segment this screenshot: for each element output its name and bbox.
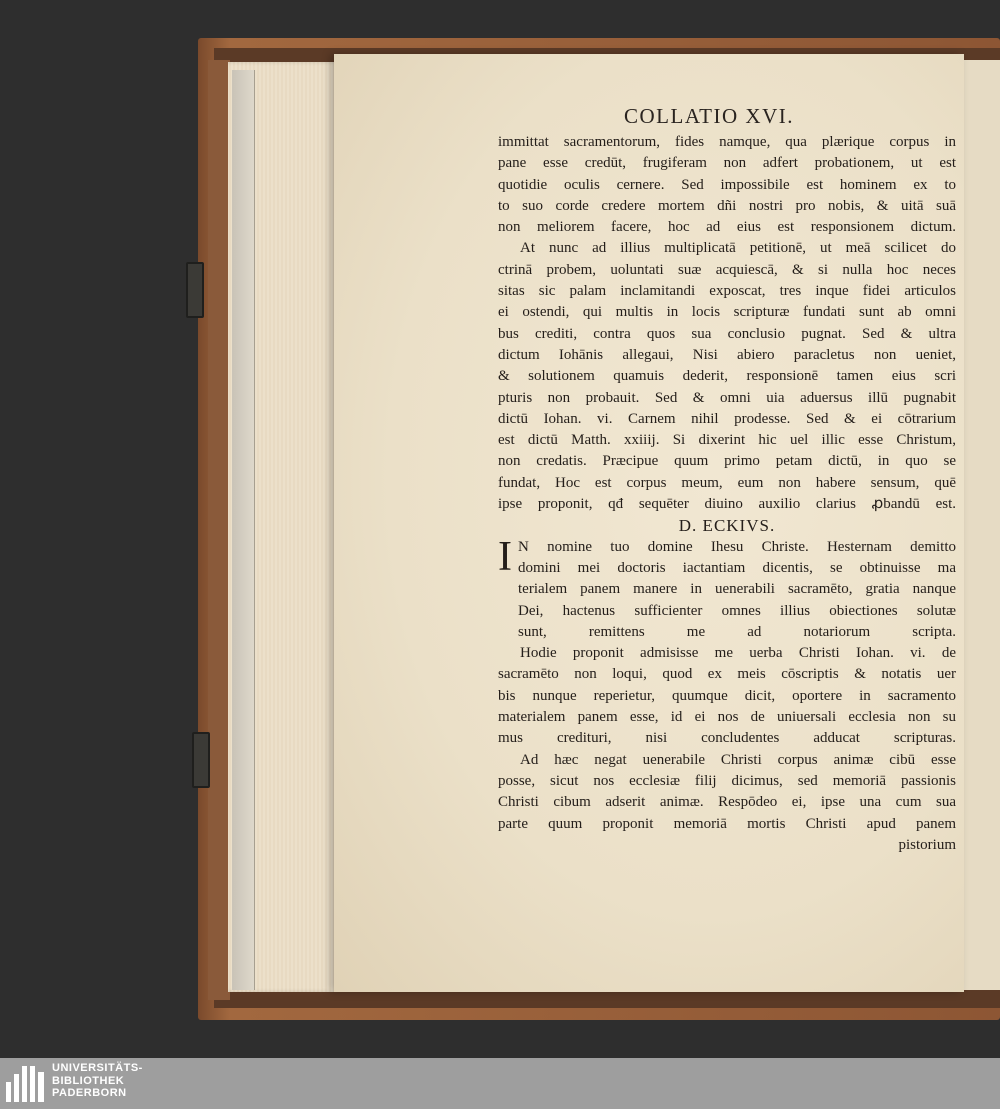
catchword: pistorium [898, 836, 956, 853]
text-line: domini mei doctoris iactantiam dicentis, se obtinuisse ma [518, 559, 956, 576]
library-name [52, 1062, 143, 1100]
text-line: immittat sacramentorum, fides namque, qua plærique corpus in [498, 134, 956, 150]
library-name-line1: UNIVERSITÄTS- [52, 1062, 143, 1074]
text-line: & solutionem quamuis dederit, responsionē tamen eius scri [498, 368, 956, 385]
text-line: parte quum proponit memoriā mortis Christi apud panem [498, 815, 956, 832]
paragraph-3 [498, 533, 956, 643]
library-logo-icon [6, 1066, 46, 1102]
text-line: ctrinā probem, uoluntati suæ acquiescā, & si nulla hoc neces [498, 261, 956, 278]
clasp-bottom [192, 732, 210, 788]
paragraph-5 [498, 750, 956, 835]
text-line: non meliorem facere, hoc ad eius est responsionem dictum. [498, 219, 956, 236]
text-line: posse, sicut nos ecclesiæ filij dicimus, sed memoriā passionis [498, 772, 956, 789]
text-line: materialem panem esse, id ei nos de uniuersali ecclesia non su [498, 709, 956, 726]
spine-edge [208, 60, 230, 1000]
text-line: fundat, Hoc est corpus meum, eum non habere sensum, quē [498, 474, 956, 491]
text-line: est dictū Matth. xxiiij. Si dixerint hic uel illic esse Christum, [498, 432, 956, 449]
text-line: dictū Iohan. vi. Carnem nihil prodesse. Sed & ei cōtrarium [498, 410, 956, 427]
guard-strip [232, 70, 255, 990]
text-line: to suo corde credere mortem dñi nostri pro nobis, & uitā suā [498, 197, 956, 214]
text-line: dictum Iohānis allegaui, Nisi abiero paracletus non ueniet, [498, 346, 956, 363]
text-line: quotidie oculis cernere. Sed impossibile est hominem ex to [498, 176, 956, 193]
drop-cap: I [498, 533, 512, 580]
text-line: sitas sic palam inclamitandi exposcat, tres inque fidei articulos [498, 283, 956, 300]
library-name-line2: BIBLIOTHEK [52, 1074, 125, 1087]
text-line: terialem panem manere in uenerabili sacramēto, gratia nanque [518, 581, 956, 598]
text-line: sunt, remittens me ad notariorum scripta. [518, 623, 956, 640]
text-line: non credatis. Præcipue quum primo petam dictū, in quo se [498, 453, 956, 470]
library-name-line3: PADERBORN [52, 1087, 127, 1099]
text-line: Dei, hactenus sufficienter omnes illius obiectiones solutæ [518, 602, 956, 619]
text-line: sacramēto non loqui, quod ex meis cōscriptis & notatis uer [498, 666, 956, 683]
clasp-top [186, 262, 204, 318]
paragraph-4 [498, 643, 956, 749]
paragraph-2 [498, 238, 956, 515]
text-line: ei ostendi, qui multis in locis scripturæ fundati sunt ab omni [498, 304, 956, 321]
text-line: bus crediti, contra quos sua conclusio pugnat. Sed & ultra [498, 325, 956, 342]
text-line: pane esse credūt, frugiferam non adfert probationem, ut est [498, 155, 956, 172]
text-line: Christi cibum adserit animæ. Respōdeo ei, ipse una cum sua [498, 794, 956, 811]
text-line: N nomine tuo domine Ihesu Christe. Hesternam demitto [518, 538, 956, 555]
running-head: COLLATIO XVI. [624, 104, 794, 128]
section-heading: D. ECKIVS. [678, 516, 776, 536]
next-page-edge [962, 60, 1000, 990]
text-line: mus credituri, nisi concludentes adducat scripturas. [498, 730, 956, 747]
text-column [498, 132, 956, 856]
text-line: Hodie proponit admisisse me uerba Christi Iohan. vi. de [520, 645, 956, 662]
text-line: bis nunque reperietur, quumque dicit, oportere in sacramento [498, 687, 956, 704]
library-footer [0, 1058, 1000, 1109]
paragraph-1 [498, 132, 956, 238]
text-line: pturis non probauit. Sed & omni uia aduersus illū pugnabit [498, 389, 956, 406]
text-line: At nunc ad illius multiplicatā petitionē, ut meā scilicet do [520, 240, 956, 257]
text-line: ipse proponit, qđ sequēter diuino auxilio clarius ꝓbandū est. [498, 496, 956, 513]
text-line: Ad hæc negat uenerabile Christi corpus animæ cibū esse [520, 751, 956, 768]
